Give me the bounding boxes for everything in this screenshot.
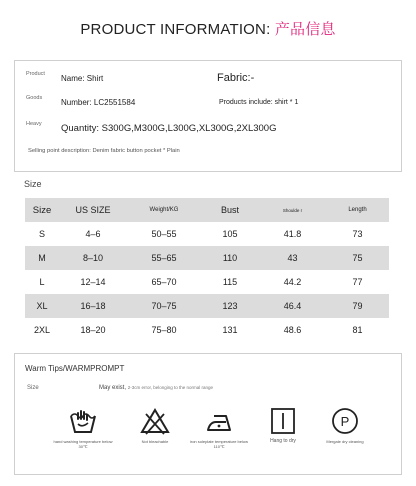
hand-wash-caption: hand washing temperature below 30℃ <box>53 439 113 449</box>
title-english: PRODUCT INFORMATION: <box>80 21 275 38</box>
header-size: Size <box>32 204 52 216</box>
hang-dry-icon <box>268 406 298 436</box>
cell-us-size: 16–18 <box>80 301 106 311</box>
product-quantity: Quantity: S300G,M300G,L300G,XL300G,2XL300G <box>61 123 277 134</box>
title-chinese: 产品信息 <box>274 21 336 38</box>
dry-clean-caption: Mergale dry cleaning <box>326 439 364 444</box>
header-bust: Bust <box>220 205 239 215</box>
cell-length: 81 <box>352 325 363 335</box>
product-number: Number: LC2551584 <box>61 98 136 107</box>
products-include: Products include: shirt * 1 <box>219 99 299 106</box>
cell-shoulder: 44.2 <box>283 277 302 287</box>
header-length: Length <box>348 207 367 213</box>
table-row <box>25 318 389 342</box>
cell-us-size: 8–10 <box>82 253 104 263</box>
cell-shoulder: 41.8 <box>283 229 302 239</box>
cell-us-size: 12–14 <box>80 277 106 287</box>
iron-icon <box>204 406 234 436</box>
hand-wash-icon <box>68 406 98 436</box>
care-hand-wash <box>53 406 113 449</box>
may-exist-text: May exist, <box>99 385 127 391</box>
header-us-size: US SIZE <box>75 205 111 215</box>
cell-length: 75 <box>352 253 363 263</box>
svg-text:P: P <box>340 414 350 429</box>
care-iron <box>189 406 249 449</box>
cell-bust: 110 <box>222 253 238 263</box>
care-dry-clean <box>315 406 375 444</box>
cell-size: S <box>38 229 45 239</box>
dry-clean-icon <box>330 406 360 436</box>
cell-bust: 105 <box>222 229 238 239</box>
cell-weight: 75–80 <box>151 325 177 335</box>
table-row <box>25 246 389 270</box>
cell-bust: 123 <box>222 301 238 311</box>
fabric-label: Fabric:- <box>217 72 255 84</box>
size-table-header <box>25 198 389 222</box>
cell-length: 77 <box>352 277 363 287</box>
cell-length: 73 <box>352 229 363 239</box>
cell-weight: 50–55 <box>151 229 177 239</box>
product-info-box <box>14 60 402 172</box>
no-bleach-icon <box>140 406 170 436</box>
no-bleach-caption: Not bleachable <box>141 439 169 444</box>
warm-tips-title: Warm Tips/WARMPROMPT <box>25 364 125 373</box>
table-row <box>25 294 389 318</box>
header-shoulder: Shoulde r <box>282 207 303 213</box>
cell-weight: 70–75 <box>151 301 177 311</box>
care-hang-dry <box>253 406 313 444</box>
page-title <box>0 18 416 39</box>
heavy-key: Heavy <box>26 121 42 127</box>
cell-shoulder: 43 <box>287 253 298 263</box>
hang-dry-caption: Hang to dry <box>270 438 296 444</box>
header-weight: Weight/KG <box>149 207 179 213</box>
cell-us-size: 18–20 <box>80 325 106 335</box>
size-section-label: Size <box>24 179 42 189</box>
cell-size: XL <box>36 301 48 311</box>
table-row <box>25 270 389 294</box>
cell-size: 2XL <box>33 325 50 335</box>
table-row <box>25 222 389 246</box>
cell-size: L <box>39 277 45 287</box>
cell-length: 79 <box>352 301 363 311</box>
cell-shoulder: 46.4 <box>283 301 302 311</box>
care-no-bleach <box>125 406 185 444</box>
error-note: 2-3cm error, belonging to the normal range <box>127 385 213 390</box>
product-key: Product <box>26 71 45 77</box>
selling-point: Selling point description: Denim fabric button pocket * Plain <box>28 148 180 154</box>
cell-shoulder: 48.6 <box>283 325 302 335</box>
cell-size: M <box>38 253 46 263</box>
tips-size-key: Size <box>27 385 39 391</box>
size-table <box>25 198 389 342</box>
cell-bust: 131 <box>222 325 238 335</box>
warm-tips-box <box>14 353 402 475</box>
goods-key: Goods <box>26 95 43 101</box>
cell-bust: 115 <box>222 277 238 287</box>
tips-note <box>99 385 213 391</box>
product-name: Name: Shirt <box>61 74 104 83</box>
cell-us-size: 4–6 <box>85 229 101 239</box>
iron-caption: iron soleplate temperature below 110℃ <box>189 439 249 449</box>
cell-weight: 65–70 <box>151 277 177 287</box>
cell-weight: 55–65 <box>151 253 177 263</box>
